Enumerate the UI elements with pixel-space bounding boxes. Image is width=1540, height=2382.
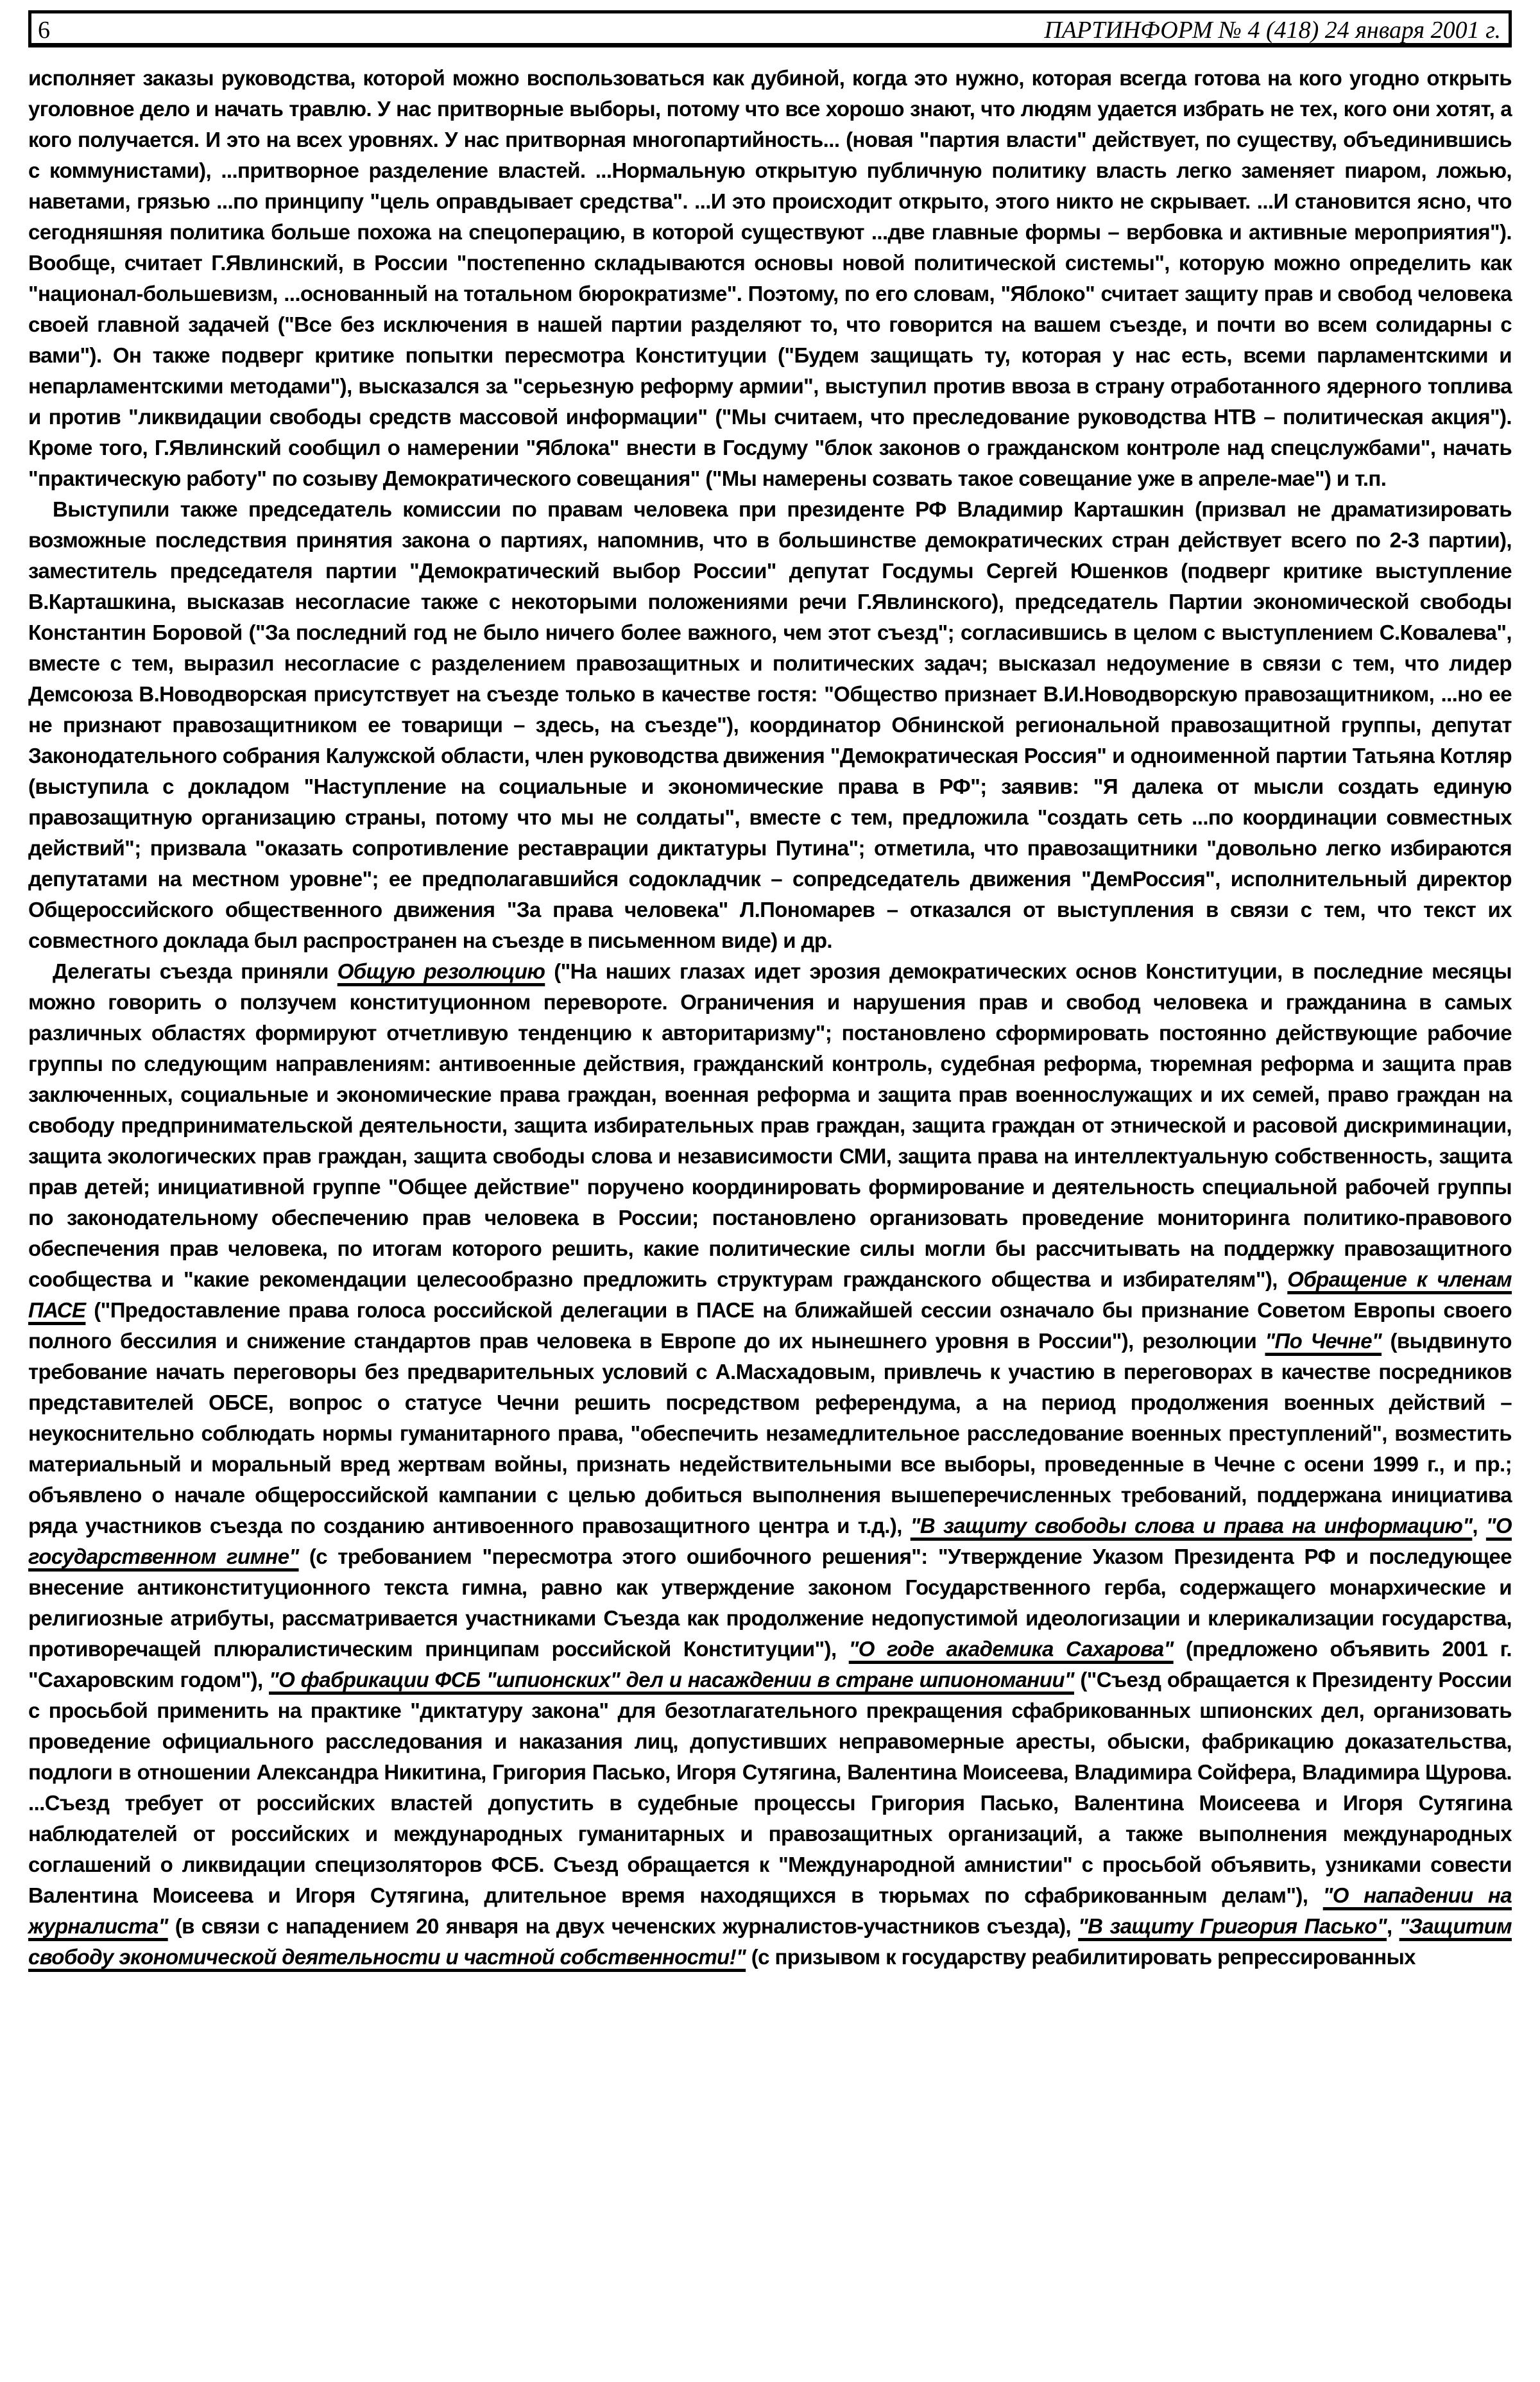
- resolution-title: "В защиту Григория Пасько": [1078, 1914, 1387, 1938]
- text-run: (предложено объявить 2001 г. "Сахаровским годом"),: [28, 1637, 1512, 1692]
- text-run: (с требованием "пересмотра этого ошибочного решения": "Утверждение Указом Президента РФ и последующее внесение антиконституционного текста гимна, равно как утверждение законом Государственного герба, содержащего монархические и религиозные атрибуты, рассматривается участниками Съезда как продолжение недопустимой идеологизации и клерикализации государства, противоречащей плюралистическим принципам российской Конституции"),: [28, 1545, 1512, 1661]
- text-run: ("Съезд обращается к Президенту России с просьбой применить на практике "диктатуру закона" для безотлагательного прекращения сфабрикованных шпионских дел, организовать проведение официального расследования и наказания лиц, допустивших неправомерные аресты, обыски, фабрикацию доказательства, подлоги в отношении Александра Никитина, Григория Пасько, Игоря Сутягина, Валентина Моисеева, Владимира Сойфера, Владимира Щурова. ...Съезд требует от российских властей допустить в судебные процессы Григория Пасько, Валентина Моисеева и Игоря Сутягина наблюдателей от российских и международных гуманитарных и правозащитных организаций, а также выполнения международных соглашений о ликвидации специзоляторов ФСБ. Съезд обращается к "Международной амнистии" с просьбой объявить, узниками совести Валентина Моисеева и Игоря Сутягина, длительное время находящихся в тюрьмах по сфабрикованным делам"),: [28, 1668, 1512, 1907]
- paragraph: [28, 956, 1512, 1973]
- paragraph: [28, 63, 1512, 494]
- text-run: Выступили также председатель комиссии по правам человека при президенте РФ Владимир Карташкин (призвал не драматизировать возможные последствия принятия закона о партиях, напомнив, что в большинстве демократических стран действует всего по 2-3 партии), заместитель председателя партии "Демократический выбор России" депутат Госдумы Сергей Юшенков (подверг критике выступление В.Карташкина, высказав несогласие также с некоторыми положениями речи Г.Явлинского), председатель Партии экономической свободы Константин Боровой ("За последний год не было ничего более важного, чем этот съезд"; согласившись в целом с выступлением С.Ковалева", вместе с тем, выразил несогласие с разделением правозащитных и политических задач; высказал недоумение в связи с тем, что лидер Демсоюза В.Новодворская присутствует на съезде только в качестве гостя: "Общество признает В.И.Новодворскую правозащитником, ...но ее не признают правозащитником ее товарищи – здесь, на съезде"), координатор Обнинской региональной правозащитной группы, депутат Законодательного собрания Калужской области, член руководства движения "Демократическая Россия" и одноименной партии Татьяна Котляр (выступила с докладом "Наступление на социальные и экономические права в РФ"; заявив: "Я далека от мысли создать единую правозащитную организацию страны, потому что мы не солдаты", вместе с тем, предложила "создать сеть ...по координации совместных действий"; призвала "оказать сопротивление реставрации диктатуры Путина"; отметила, что правозащитники "довольно легко избираются депутатами на местном уровне"; ее предполагавшийся содокладчик – сопредседатель движения "ДемРоссия", исполнительный директор Общероссийского общественного движения "За права человека" Л.Пономарев – отказался от выступления в связи с тем, что текст их совместного доклада был распространен на съезде в письменном виде) и др.: [28, 497, 1512, 952]
- page-header: [28, 10, 1512, 47]
- text-run: ("Предоставление права голоса российской делегации в ПАСЕ на ближайшей сессии означало бы признание Советом Европы своего полного бессилия и снижение стандартов прав человека в Европе до их нынешнего уровня в России"), резолюции: [28, 1298, 1512, 1353]
- paragraph: [28, 494, 1512, 956]
- resolution-title: "О нападении на журналиста": [28, 1883, 1512, 1938]
- resolution-title: "В защиту свободы слова и права на информацию": [910, 1514, 1473, 1538]
- text-run: (выдвинуто требование начать переговоры без предварительных условий с А.Масхадовым, привлечь к участию в переговорах в качестве посредников представителей ОБСЕ, вопрос о статусе Чечни решить посредством референдума, а на период продолжения военных действий – неукоснительно соблюдать нормы гуманитарного права, "обеспечить незамедлительное расследование военных преступлений", возместить материальный и моральный вред жертвам войны, признать недействительными все выборы, проведенные в Чечне с осени 1999 г., и пр.; объявлено о начале общероссийской кампании с целью добиться выполнения вышеперечисленных требований, поддержана инициатива ряда участников съезда по созданию антивоенного правозащитного центра и т.д.),: [28, 1329, 1512, 1538]
- resolution-title: "По Чечне": [1265, 1329, 1382, 1353]
- resolution-title: Обращение к членам ПАСЕ: [28, 1267, 1512, 1322]
- newsletter-title: ПАРТИНФОРМ № 4 (418) 24 января 2001 г.: [1044, 17, 1501, 44]
- text-run: ("На наших глазах идет эрозия демократических основ Конституции, в последние месяцы можно говорить о ползучем конституционном перевороте. Ограничения и нарушения прав и свобод человека и гражданина в самых различных областях формируют отчетливую тенденцию к авторитаризму"; постановлено сформировать постоянно действующие рабочие группы по следующим направлениям: антивоенные действия, гражданский контроль, судебная реформа, тюремная реформа и защита прав заключенных, социальные и экономические права граждан, военная реформа и защита прав военнослужащих и их семей, право граждан на свободу предпринимательской деятельности, защита избирательных прав граждан, защита граждан от этнической и расовой дискриминации, защита экологических прав граждан, защита свободы слова и независимости СМИ, защита права на интеллектуальную собственность, защита прав детей; инициативной группе "Общее действие" поручено координировать формирование и деятельность специальной рабочей группы по законодательному обеспечению прав человека в России; постановлено организовать проведение мониторинга политико-правового обеспечения прав человека, по итогам которого решить, какие политические силы могли бы рассчитывать на поддержку правозащитного сообщества и "какие рекомендации целесообразно предложить структурам гражданского общества и избирателям"),: [28, 959, 1512, 1291]
- resolution-title: Общую резолюцию: [337, 959, 545, 983]
- resolution-title: "Защитим свободу экономической деятельности и частной собственности!": [28, 1914, 1512, 1969]
- text-run: ,: [1472, 1514, 1486, 1538]
- text-run: ,: [1387, 1914, 1399, 1938]
- text-run: (с призывом к государству реабилитировать репрессированных: [746, 1945, 1416, 1969]
- text-run: исполняет заказы руководства, которой можно воспользоваться как дубиной, когда это нужно, которая всегда готова на кого угодно открыть уголовное дело и начать травлю. У нас притворные выборы, потому что все хорошо знают, что людям удается избрать не тех, кого они хотят, а кого получается. И это на всех уровнях. У нас притворная многопартийность... (новая "партия власти" действует, по существу, объединившись с коммунистами), ...притворное разделение властей. ...Нормальную открытую публичную политику власть легко заменяет пиаром, ложью, наветами, грязью ...по принципу "цель оправдывает средства". ...И это происходит открыто, этого никто не скрывает. ...И становится ясно, что сегодняшняя политика больше похожа на спецоперацию, в которой существуют ...две главные формы – вербовка и активные мероприятия"). Вообще, считает Г.Явлинский, в России "постепенно складываются основы новой политической системы", которую можно определить как "национал-большевизм, ...основанный на тотальном бюрократизме". Поэтому, по его словам, "Яблоко" считает защиту прав и свобод человека своей главной задачей ("Все без исключения в нашей партии разделяют то, что говорится на вашем съезде, и почти во всем солидарны с вами"). Он также подверг критике попытки пересмотра Конституции ("Будем защищать ту, которая у нас есть, всеми парламентскими и непарламентскими методами"), высказался за "серьезную реформу армии", выступил против ввоза в страну отработанного ядерного топлива и против "ликвидации свободы средств массовой информации" ("Мы считаем, что преследование руководства НТВ – политическая акция"). Кроме того, Г.Явлинский сообщил о намерении "Яблока" внести в Госдуму "блок законов о гражданском контроле над спецслужбами", начать "практическую работу" по созыву Демократического совещания" ("Мы намерены созвать такое совещание уже в апреле-мае") и т.п.: [28, 66, 1512, 490]
- resolution-title: "О годе академика Сахарова": [848, 1637, 1174, 1661]
- resolution-title: "О фабрикации ФСБ "шпионских" дел и насаждении в стране шпиономании": [269, 1668, 1074, 1692]
- resolution-title: "О государственном гимне": [28, 1514, 1512, 1568]
- page-number: 6: [38, 17, 50, 44]
- text-run: Делегаты съезда приняли: [53, 959, 338, 983]
- text-run: (в связи с нападением 20 января на двух чеченских журналистов-участников съезда),: [167, 1914, 1079, 1938]
- document-body: [28, 63, 1512, 1973]
